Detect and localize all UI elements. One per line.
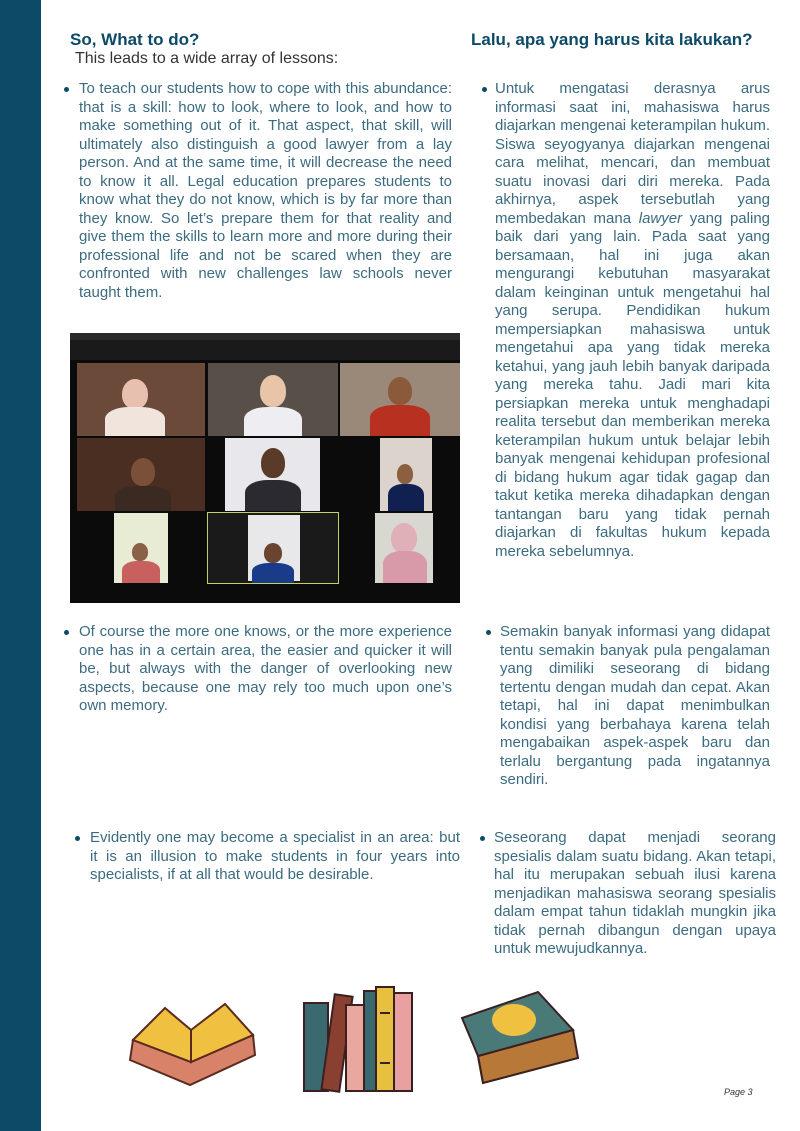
page-number: Page 3: [724, 1087, 753, 1097]
participant-tile: [77, 363, 205, 436]
participant-tile: [225, 438, 320, 511]
open-book-illustration: [125, 1000, 260, 1090]
participant-tile-active: [208, 513, 338, 583]
left-bullet-2: Of course the more one knows, or the more experience one has in a certain area, the easier and quicker it will be, but always with the danger of overlooking new aspects, because one may rely too much upon one’s own memory.: [79, 623, 452, 714]
participant-tile: [375, 513, 433, 583]
right-bullet-3: Seseorang dapat menjadi seorang spesialis dalam suatu bidang. Akan tetapi, hal itu merupakan sebuah ilusi karena menjadikan mahasiswa seorang spesialis dalam empat tahun tidaklah mungkin jika tidak pernah dibangun dengan upaya untuk mewujudkannya.: [494, 829, 776, 957]
participant-tile: [114, 513, 168, 583]
left-bullet-3: Evidently one may become a specialist in an area: but it is an illusion to make students in four years into specialists, if at all that would be desirable.: [90, 829, 460, 883]
participant-tile: [340, 363, 460, 436]
heading-english: So, What to do?: [70, 30, 200, 49]
video-conference-photo: [70, 333, 460, 603]
lawyer-emphasis: lawyer: [638, 209, 683, 227]
participant-tile: [77, 438, 205, 511]
book-stack-illustration: [300, 983, 415, 1095]
bullet-dot: [480, 836, 485, 841]
left-bullet-1: To teach our students how to cope with this abundance: that is a skill: how to look, where to look, and how to make something out of it. That aspect, that skill, will ultimately also distinguish a good lawyer from a lay person. And at the same time, it will decrease the need to know it all. Legal education prepares students to know what they do not know, which is by far more than they know. So let’s prepare them for that reality and give them the skills to learn more and more during their professional life and not be scared when they are confronted with new challenges law schools never taught them.: [79, 80, 452, 301]
heading-indonesian: Lalu, apa yang harus kita lakukan?: [471, 30, 753, 49]
right-bullet-2: Semakin banyak informasi yang didapat tentu semakin banyak pula pengalaman yang dimiliki seseorang di bidang tertentu dengan mudah dan cepat. Akan tetapi, hal ini dapat menimbulkan kondisi yang berbahaya karena telah mengabaikan aspek-aspek baru dan terlalu bergantung pada ingatannya sendiri.: [500, 623, 770, 788]
bullet-dot: [482, 87, 487, 92]
participant-tile: [208, 363, 338, 436]
bullet-dot: [64, 87, 69, 92]
sidebar-band: [0, 0, 41, 1131]
bullet-dot: [486, 630, 491, 635]
closed-book-illustration: [458, 988, 583, 1088]
participant-tile: [380, 438, 432, 511]
window-titlebar: [70, 340, 460, 360]
bullet-dot: [64, 630, 69, 635]
right-bullet-1: Untuk mengatasi derasnya arus informasi saat ini, mahasiswa harus diajarkan mengenai keterampilan hukum. Siswa seyogyanya diajarkan mengenai cara melihat, mencari, dan membuat suatu inovasi dari diri mereka. Pada akhirnya, aspek tersebutlah yang membedakan mana lawyer yang paling baik dari yang lain. Pada saat yang bersamaan, hal ini juga akan mengurangi kebutuhan masyarakat dalam keinginan untuk mengetahui hal yang serupa. Pendidikan hukum mempersiapkan mahasiswa untuk mengetahui apa yang tidak mereka ketahui, yang jauh lebih banyak daripada yang mereka tahu. Jadi mari kita persiapkan mereka untuk menghadapi realita tersebut dan memberikan mereka keterampilan hukum untuk belajar lebih banyak mengenai kehidupan profesional di bidang hukum agar tidak gagap dan takut ketika mereka dihadapkan dengan tantangan baru yang tidak pernah diajarkan di fakultas hukum kepada mereka sebelumnya.: [495, 80, 770, 560]
bullet-dot: [75, 836, 80, 841]
subheading-english: This leads to a wide array of lessons:: [75, 50, 339, 67]
os-menubar: [70, 333, 460, 340]
